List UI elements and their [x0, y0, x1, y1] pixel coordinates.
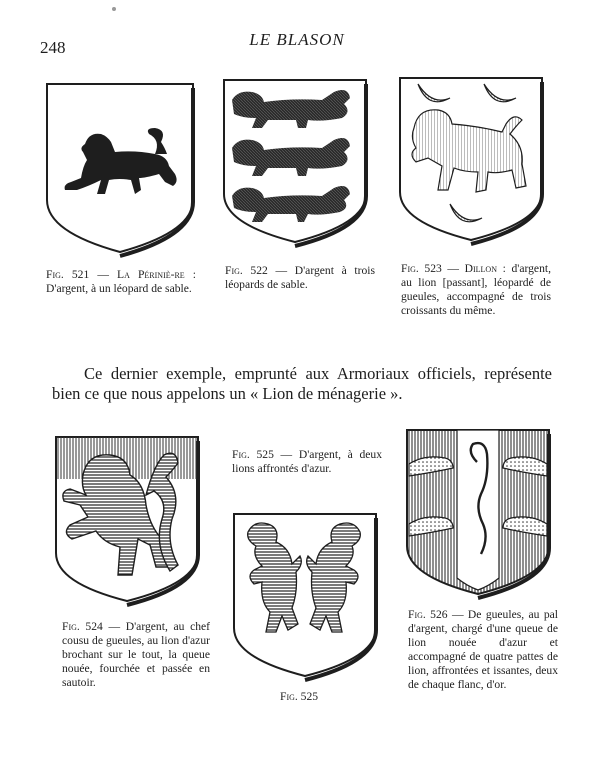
caption-fig-522: Fig. 522 — D'argent à trois léopards de sable. [225, 264, 375, 291]
shield-523 [398, 76, 548, 242]
fig-525-label: Fig. 525 [232, 448, 274, 461]
speck [112, 7, 116, 11]
fig-523-label: Fig. 523 [401, 262, 442, 275]
caption-fig-521: Fig. 521 — La Périniè-re : D'argent, à un léopard de sable. [46, 268, 197, 295]
shield-526 [405, 428, 555, 598]
shield-521 [45, 82, 197, 254]
fig-526-label: Fig. 526 [408, 608, 448, 621]
fig-524-text: D'argent, au chef cousu de gueules, au lion d'azur brochant sur le tout, la queue nouée, fourchée et passée en sautoir. [62, 620, 211, 689]
shield-524 [54, 435, 204, 605]
fig-525-bottom-label: Fig. 525 [280, 690, 319, 703]
fig-521-name: La Périniè-re [117, 268, 185, 281]
fig-523-name: Dillon [464, 262, 497, 275]
fig-521-label: Fig. 521 [46, 268, 90, 281]
fig-522-text: D'argent à trois léopards de sable. [225, 264, 375, 291]
body-paragraph: Ce dernier exemple, emprunté aux Armoriaux officiels, représente bien ce que nous appelons un « Lion de ménagerie ». [52, 364, 552, 403]
shield-525 [232, 512, 382, 678]
caption-fig-525: Fig. 525 — D'argent, à deux lions affrontés d'azur. [232, 448, 383, 475]
fig-525-text: D'argent, à deux lions affrontés d'azur. [232, 448, 383, 475]
caption-fig-526: Fig. 526 — De gueules, au pal d'argent, chargé d'une queue de lion nouée d'azur et accompagné de quatre pattes de lion, affrontées et issantes, deux de chaque flanc, d'or. [408, 608, 559, 691]
three-leopards [232, 90, 350, 222]
shield-522 [222, 78, 372, 244]
fig-524-label: Fig. 524 [62, 620, 103, 633]
fig-521-text: D'argent, à un léopard de sable. [46, 282, 192, 295]
page-number: 248 [40, 38, 66, 57]
fig-526-text: De gueules, au pal d'argent, chargé d'une queue de lion nouée d'azur et accompagné de quatre pattes de lion, affrontées et issantes, deux de chaque flanc, d'or. [408, 608, 559, 691]
running-title: LE BLASON [249, 30, 345, 49]
fig-522-label: Fig. 522 [225, 264, 268, 277]
caption-fig-524: Fig. 524 — D'argent, au chef cousu de gueules, au lion d'azur brochant sur le tout, la queue nouée, fourchée et passée en sautoir. [62, 620, 211, 689]
caption-fig-523: Fig. 523 — Dillon : d'argent, au lion [passant], léopardé de gueules, accompagné de trois croissants du même. [401, 262, 551, 317]
fig-523-text: d'argent, au lion [passant], léopardé de gueules, accompagné de trois croissants du même. [401, 262, 551, 317]
